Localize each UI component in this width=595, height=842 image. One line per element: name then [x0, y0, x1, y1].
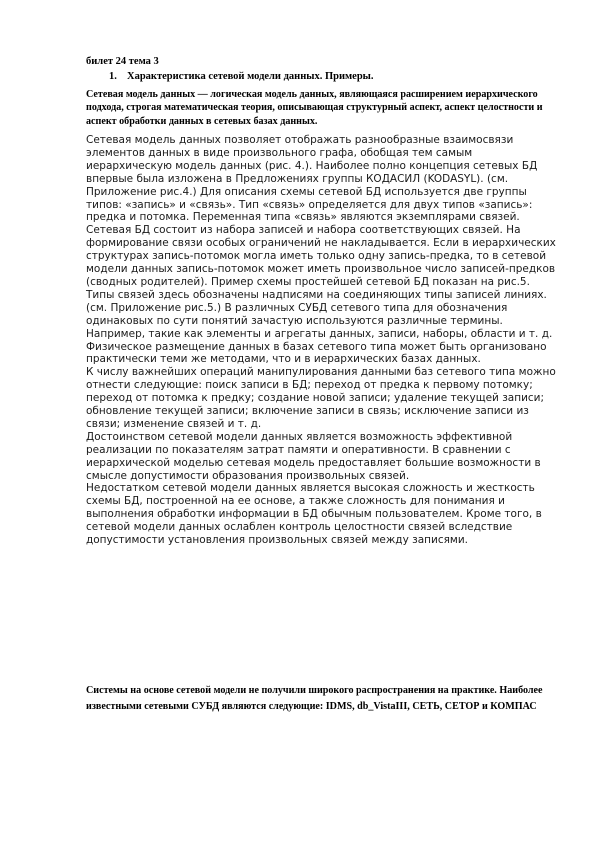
- heading-number: 1.: [109, 71, 117, 82]
- body-paragraph: Физическое размещение данных в базах сетевого типа может быть организовано практически теми же методами, что и в иерархических базах данных.: [86, 340, 547, 366]
- body-paragraph: Сетевая БД состоит из набора записей и набора соответствующих связей. На формирование связи особых ограничений не накладывается. Если в иерархических структурах запись-потомок могла иметь только одну запись-предка, то в сетевой модели данных запись-потомок может иметь произвольное число записей-предков (сводных родителей). Пример схемы простейшей сетевой БД показан на рис.5. Типы связей здесь обозначены надписями на соединяющих типы записей линиях. (см. Приложение рис.5.) В различных СУБД сетевого типа для обозначения одинаковых по сути понятий зачастую используются различные термины. Например, такие как элементы и агрегаты данных, записи, наборы, области и т. д.: [86, 224, 556, 340]
- body-paragraph: К числу важнейших операций манипулирования данными баз сетевого типа можно отнести следующие: поиск записи в БД; переход от предка к первому потомку; переход от потомка к предку; создание новой записи; удаление текущей записи; обновление текущей записи; включение записи в связь; исключение записи из связи; изменение связей и т. д.: [86, 366, 556, 430]
- body-text: [86, 134, 556, 547]
- intro-paragraph: Сетевая модель данных — логическая модель данных, являющаяся расширением иерархического подхода, строгая математическая теория, описывающая структурный аспект, аспект целостности и аспект обработки данных в сетевых базах данных.: [86, 89, 543, 127]
- closing-paragraph: Системы на основе сетевой модели не получили широкого распространения на практике. Наиболее известными сетевыми СУБД являются следующие: IDMS, db_VistaIII, СЕТЬ, СЕТОР и КОМПАС: [86, 685, 543, 712]
- ticket-label: билет 24 тема 3: [86, 56, 159, 67]
- section-heading: [109, 71, 374, 82]
- heading-text: Характеристика сетевой модели данных. Примеры.: [127, 71, 374, 82]
- body-paragraph: Сетевая модель данных позволяет отображать разнообразные взаимосвязи элементов данных в виде произвольного графа, обобщая тем самым иерархическую модель данных (рис. 4.). Наиболее полно концепция сетевых БД впервые была изложена в Предложениях группы КОДАСИЛ (KODASYL). (см. Приложение рис.4.) Для описания схемы сетевой БД используется две группы типов: «запись» и «связь». Тип «связь» определяется для двух типов «запись»: предка и потомка. Переменная типа «связь» являются экземплярами связей.: [86, 134, 538, 224]
- body-paragraph: Достоинством сетевой модели данных является возможность эффективной реализации по показателям затрат памяти и оперативности. В сравнении с иерархической моделью сетевая модель предоставляет большие возможности в смысле допустимости образования произвольных связей.: [86, 430, 541, 482]
- body-paragraph: Недостатком сетевой модели данных является высокая сложность и жесткость схемы БД, построенной на ее основе, а также сложность для понимания и выполнения обработки информации в БД обычным пользователем. Кроме того, в сетевой модели данных ослаблен контроль целостности связей вследствие допустимости установления произвольных связей между записями.: [86, 482, 542, 547]
